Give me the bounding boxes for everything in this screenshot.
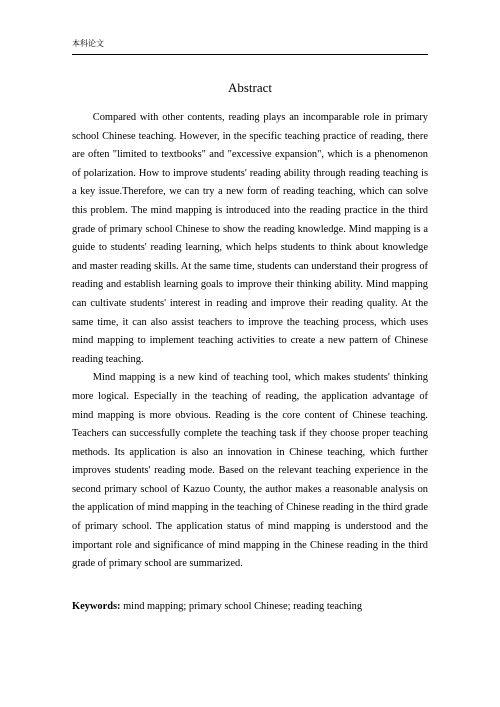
abstract-paragraph-1: Compared with other contents, reading plays an incomparable role in primary school Chinese teaching. However, in the specific teaching practice of reading, there are often "limited to textbooks" and "excessive expansion", which is a phenomenon of polarization. How to improve students' reading ability through reading teaching is a key issue.Therefore, we can try a new form of reading teaching, which can solve this problem. The mind mapping is introduced into the reading practice in the third grade of primary school Chinese to show the reading knowledge. Mind mapping is a guide to students' reading learning, which helps students to think about knowledge and master reading skills. At the same time, students can understand their progress of reading and establish learning goals to improve their thinking ability. Mind mapping can cultivate students' interest in reading and improve their reading quality. At the same time, it can also assist teachers to improve the teaching process, which uses mind mapping to implement teaching activities to create a new pattern of Chinese reading teaching. [72, 112, 428, 365]
keywords-line [72, 598, 428, 616]
header-rule [72, 54, 428, 55]
abstract-body [72, 109, 428, 574]
abstract-title: Abstract [227, 80, 273, 95]
running-header: 本科论文 [72, 39, 104, 48]
keywords-value: mind mapping; primary school Chinese; reading teaching [123, 601, 363, 612]
keywords-label: Keywords: [72, 601, 121, 612]
abstract-paragraph-2: Mind mapping is a new kind of teaching tool, which makes students' thinking more logical. Especially in the teaching of reading, the application advantage of mind mapping is more obvious. Reading is the core content of Chinese teaching. Teachers can successfully complete the teaching task if they choose proper teaching methods. Its application is also an innovation in Chinese teaching, which further improves students' reading mode. Based on the relevant teaching experience in the second primary school of Kazuo County, the author makes a reasonable analysis on the application of mind mapping in the teaching of Chinese reading in the third grade of primary school. The application status of mind mapping is understood and the important role and significance of mind mapping in the Chinese reading in the third grade of primary school are summarized. [72, 372, 428, 570]
